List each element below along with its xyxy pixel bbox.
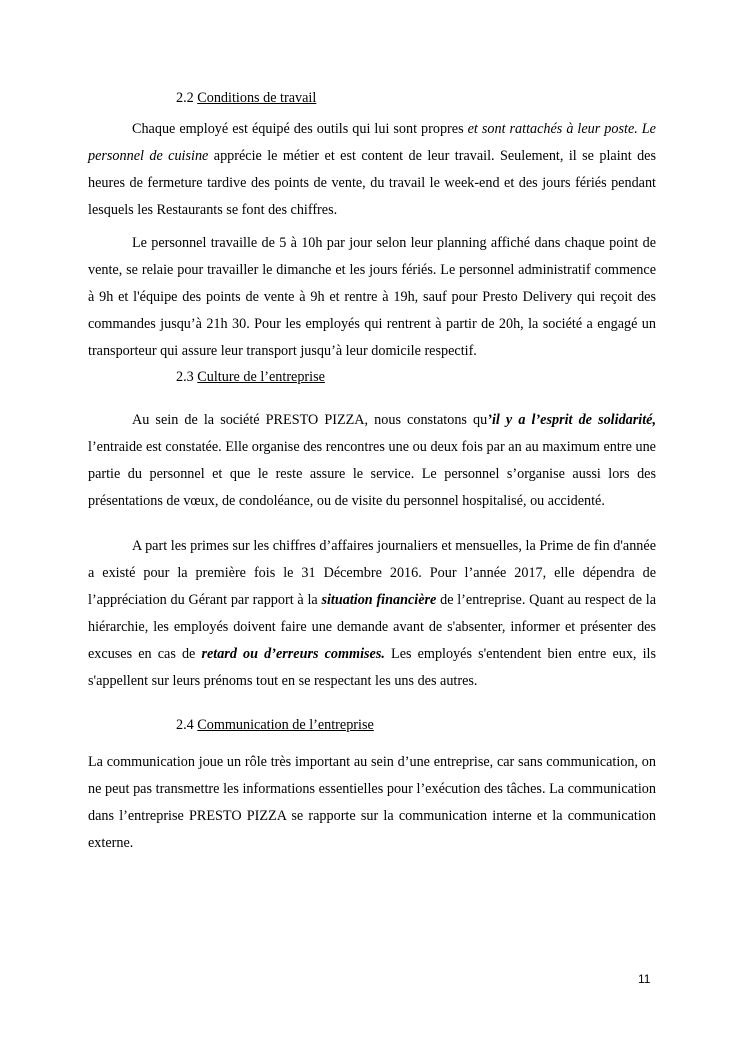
section-title: Conditions de travail: [197, 90, 317, 106]
page-number: 11: [638, 972, 651, 986]
section-number: 2.4: [176, 717, 194, 733]
section-title: Culture de l’entreprise: [197, 369, 325, 385]
paragraph-culture-1: Au sein de la société PRESTO PIZZA, nous constatons qu’il y a l’esprit de solidarité, l’entraide est constatée. Elle organise des rencontres une ou deux fois par an au maximum entre une partie du personnel et que le reste assure le service. Le personnel s’organise aussi lors des présentations de vœux, de condoléance, ou de visite du personnel hospitalisé, ou accidenté.: [88, 412, 656, 509]
paragraph-culture-2: A part les primes sur les chiffres d’affaires journaliers et mensuelles, la Prime de fin d'année a existé pour la première fois le 31 Décembre 2016. Pour l’année 2017, elle dépendra de l’appréciation du Gérant par rapport à la situation financière de l’entreprise. Quant au respect de la hiérarchie, les employés doivent faire une demande avant de s'absenter, informer et présenter des excuses en cas de retard ou d’erreurs commises. Les employés s'entendent bien entre eux, ils s'appellent sur leurs prénoms tout en se respectant les uns des autres.: [88, 538, 656, 689]
section-heading-2-2: [88, 86, 656, 110]
paragraph-communication-1: La communication joue un rôle très important au sein d’une entreprise, car sans communication, on ne peut pas transmettre les informations essentielles pour l’exécution des tâches. La communication dans l’entreprise PRESTO PIZZA se rapporte sur la communication interne et la communication externe.: [88, 754, 656, 851]
section-number: 2.2: [176, 90, 194, 106]
section-title: Communication de l’entreprise: [197, 717, 374, 733]
paragraph-conditions-2: Le personnel travaille de 5 à 10h par jour selon leur planning affiché dans chaque point de vente, se relaie pour travailler le dimanche et les jours fériés. Le personnel administratif commence à 9h et l'équipe des points de vente à 9h et rentre à 19h, sauf pour Presto Delivery qui reçoit des commandes jusqu’à 21h 30. Pour les employés qui rentrent à partir de 20h, la société a engagé un transporteur qui assure leur transport jusqu’à leur domicile respectif.: [88, 235, 656, 359]
section-heading-2-3: [88, 365, 656, 389]
section-number: 2.3: [176, 369, 194, 385]
paragraph-conditions-1: Chaque employé est équipé des outils qui lui sont propres et sont rattachés à leur poste. Le personnel de cuisine apprécie le métier et est content de leur travail. Seulement, il se plaint des heures de fermeture tardive des points de vente, du travail le week-end et des jours fériés pendant lesquels les Restaurants se font des chiffres.: [88, 121, 656, 218]
page-content: [88, 86, 656, 857]
section-heading-2-4: [88, 713, 656, 737]
